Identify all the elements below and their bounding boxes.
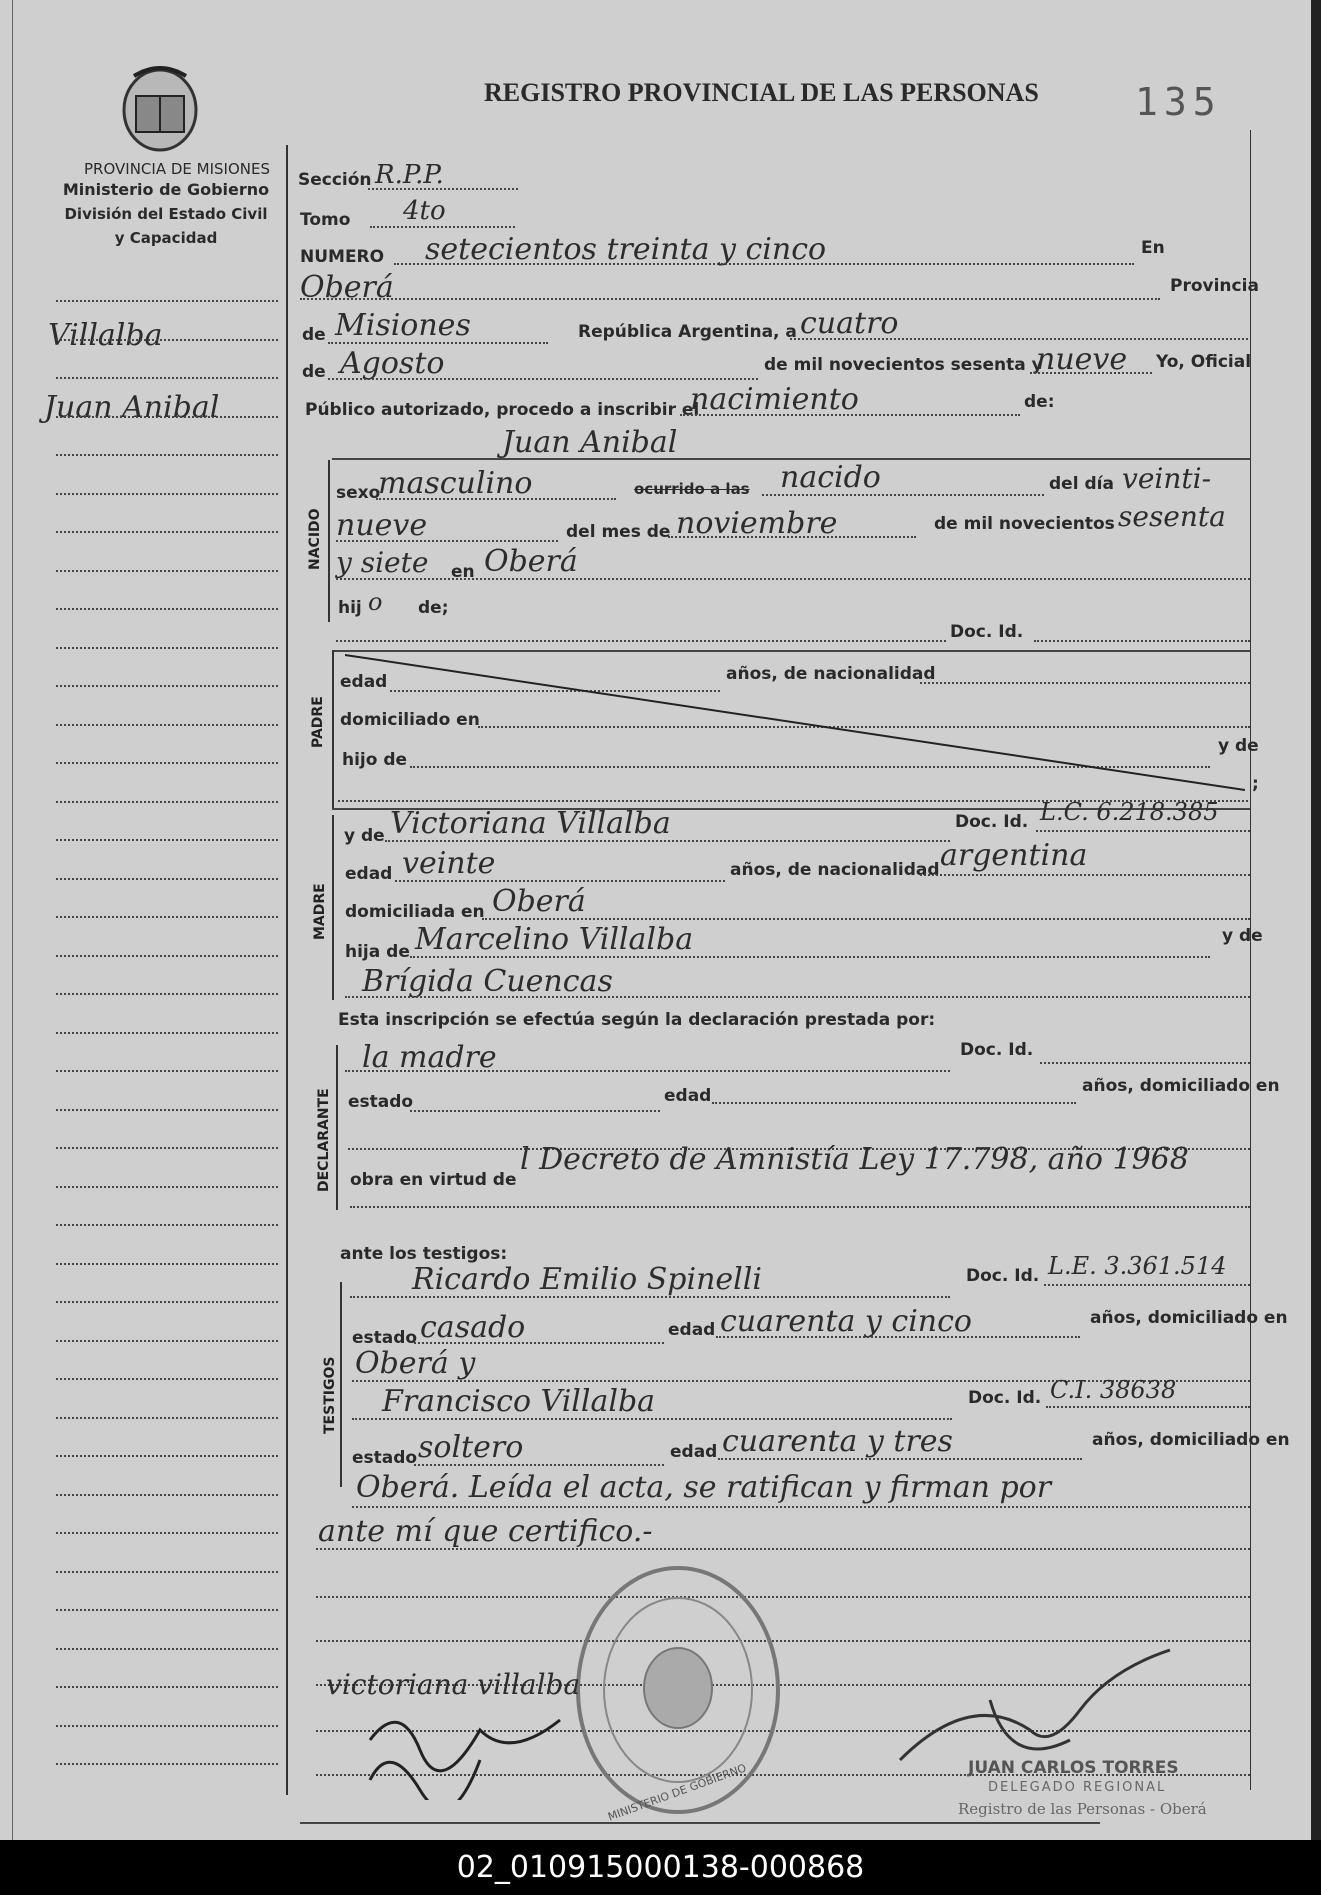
margin-rule: [56, 1263, 278, 1265]
margin-rule: [56, 416, 278, 418]
testigo2-name: Francisco Villalba: [382, 1384, 656, 1419]
padre-hijo-label: hijo de: [342, 750, 408, 770]
testigo1-estado-label: estado: [352, 1328, 418, 1348]
margin-rule: [56, 1648, 278, 1650]
de-label: de: [302, 325, 326, 345]
dia-value-1: veinti-: [1122, 462, 1212, 495]
testigo2-edad-label: edad: [670, 1442, 718, 1462]
issuer-line-2: Ministerio de Gobierno: [62, 180, 270, 199]
sexo-label: sexo: [336, 483, 381, 503]
de-label-2: de: [302, 362, 326, 382]
madre-y-de-label: y de: [344, 826, 385, 846]
publico-label: Público autorizado, procedo a inscribir el: [305, 400, 700, 420]
obra-label: obra en virtud de: [350, 1170, 517, 1190]
place-value: Oberá: [300, 270, 394, 305]
margin-rule: [56, 1532, 278, 1534]
madre-doc-label: Doc. Id.: [955, 812, 1029, 832]
month-value: Agosto: [340, 346, 445, 381]
binding-edge: [12, 0, 13, 1840]
republica-label: República Argentina, a: [578, 322, 797, 342]
margin-rule: [56, 839, 278, 841]
madre-name: Victoriana Villalba: [390, 806, 671, 841]
dia-value-2: nueve: [336, 508, 428, 543]
margin-rule: [56, 608, 278, 610]
margin-rule: [56, 1609, 278, 1611]
madre-edad-label: edad: [345, 864, 393, 884]
padre-semicolon: ;: [1252, 774, 1259, 794]
issuer-line-4: y Capacidad: [114, 229, 218, 247]
margin-rule: [56, 801, 278, 803]
margin-rule: [56, 1340, 278, 1342]
padre-y-de: y de: [1218, 736, 1259, 756]
hijo-label: hij: [338, 598, 362, 618]
obra-value: l Decreto de Amnistía Ley 17.798, año 1968: [520, 1142, 1189, 1177]
declarante-who: la madre: [362, 1040, 497, 1075]
nacido-doc-label: Doc. Id.: [950, 622, 1024, 642]
margin-rule: [56, 1494, 278, 1496]
declarante-section-label: DECLARANTE: [316, 1088, 332, 1192]
official-title: DELEGADO REGIONAL: [988, 1780, 1167, 1795]
margin-rule: [56, 1109, 278, 1111]
margin-rule: [56, 724, 278, 726]
declarante-estado-label: estado: [348, 1092, 414, 1112]
provincia-label: Provincia: [1170, 276, 1259, 296]
margin-rule: [56, 955, 278, 957]
testigos-section-label: TESTIGOS: [322, 1356, 338, 1434]
margin-rule: [56, 1301, 278, 1303]
testigo1-name: Ricardo Emilio Spinelli: [412, 1262, 762, 1297]
closing-line-1: Oberá. Leída el acta, se ratifican y firman por: [356, 1470, 1052, 1505]
margin-rule: [56, 1763, 278, 1765]
padre-edad-label: edad: [340, 672, 388, 692]
nacido-section-label: NACIDO: [307, 508, 323, 570]
margin-surname: Villalba: [48, 318, 163, 353]
document-title: REGISTRO PROVINCIAL DE LAS PERSONAS: [484, 78, 1039, 107]
mes-label: del mes de: [566, 522, 671, 542]
seccion-label: Sección: [298, 170, 372, 190]
declarante-edad-label: edad: [664, 1086, 712, 1106]
margin-rule: [56, 1417, 278, 1419]
margin-rule: [56, 1455, 278, 1457]
ocurrido-value: nacido: [780, 460, 881, 495]
nacido-name: Juan Anibal: [502, 425, 678, 460]
madre-edad-value: veinte: [402, 846, 496, 881]
testigo2-estado-value: soltero: [418, 1430, 524, 1465]
madre-madre-value: Brígida Cuencas: [362, 964, 613, 999]
margin-rule: [56, 1032, 278, 1034]
madre-dom-label: domiciliada en: [345, 902, 485, 922]
folio-number: 135: [1135, 80, 1222, 124]
margin-rule: [56, 570, 278, 572]
margin-rule: [56, 762, 278, 764]
lugar-value: Oberá: [484, 544, 578, 579]
province-value: Misiones: [335, 308, 471, 343]
en-label: En: [1141, 238, 1165, 258]
anio-value-1: sesenta: [1118, 500, 1226, 533]
sexo-value: masculino: [378, 466, 533, 501]
padre-section-label: PADRE: [310, 696, 326, 748]
testigo1-doc-value: L.E. 3.361.514: [1048, 1252, 1227, 1280]
ocurrido-label: ocurrido a las: [634, 480, 750, 498]
day-value: cuatro: [800, 306, 899, 341]
declarante-intro: Esta inscripción se efectúa según la declaración prestada por:: [338, 1010, 936, 1030]
de2-label: de:: [1024, 392, 1055, 412]
madre-doc-value: L.C. 6.218.385: [1040, 798, 1219, 826]
coat-of-arms-icon: [114, 62, 206, 154]
margin-rule: [56, 1571, 278, 1573]
testigo1-doc-label: Doc. Id.: [966, 1266, 1040, 1286]
margin-rule: [56, 1378, 278, 1380]
testigo1-dom-value: Oberá y: [355, 1346, 476, 1381]
madre-hija-label: hija de: [345, 942, 410, 962]
official-seal-icon: [568, 1560, 788, 1820]
testigo2-doc-label: Doc. Id.: [968, 1388, 1042, 1408]
margin-rule: [56, 1725, 278, 1727]
seccion-value: R.P.P.: [375, 160, 444, 190]
margin-rule: [56, 1147, 278, 1149]
issuer-line-1: PROVINCIA DE MISIONES: [84, 160, 270, 178]
testigo2-doc-value: C.I. 38638: [1050, 1376, 1177, 1404]
testigo2-estado-label: estado: [352, 1448, 418, 1468]
testigo1-edad-value: cuarenta y cinco: [720, 1304, 972, 1339]
numero-value: setecientos treinta y cinco: [425, 232, 827, 267]
footer-id: 02_010915000138-000868: [0, 1840, 1321, 1895]
del-dia-label: del día: [1049, 474, 1114, 494]
official-office: Registro de las Personas - Oberá: [958, 1800, 1207, 1818]
padre-cancel-stroke: [345, 650, 1245, 795]
margin-rule: [56, 377, 278, 379]
margin-rule: [56, 647, 278, 649]
margin-rule: [56, 454, 278, 456]
anio-label: de mil novecientos: [934, 514, 1115, 534]
mes-value: noviembre: [676, 506, 838, 541]
margin-rule: [56, 1224, 278, 1226]
oficial-label: Yo, Oficial: [1156, 352, 1252, 372]
seal-text: MINISTERIO DE GOBIERNO: [606, 1761, 749, 1824]
testigos-intro: ante los testigos:: [340, 1244, 508, 1264]
en-label: en: [451, 562, 475, 582]
madre-nac-label: años, de nacionalidad: [730, 860, 940, 880]
official-signature-icon: [890, 1640, 1190, 1770]
margin-rule: [56, 878, 278, 880]
margin-rule: [56, 993, 278, 995]
margin-rule: [56, 493, 278, 495]
year-label: de mil novecientos sesenta y: [764, 355, 1043, 375]
madre-section-label: MADRE: [312, 883, 328, 940]
tomo-value: 4to: [403, 196, 446, 226]
nacido-bracket: [328, 460, 330, 622]
right-frame-line: [1250, 130, 1251, 1790]
padre-dom-label: domiciliado en: [340, 710, 480, 730]
issuer-line-3: División del Estado Civil: [64, 205, 268, 223]
margin-rule: [56, 685, 278, 687]
declarante-dom-label: años, domiciliado en: [1082, 1076, 1280, 1096]
testigo2-dom-label: años, domiciliado en: [1092, 1430, 1290, 1450]
margin-rule: [56, 1186, 278, 1188]
de-hijo-label: de;: [418, 598, 449, 618]
margin-rule: [56, 1070, 278, 1072]
official-name: JUAN CARLOS TORRES: [968, 1758, 1179, 1778]
margin-rule: [56, 916, 278, 918]
margin-rule: [56, 339, 278, 341]
madre-dom-value: Oberá: [492, 884, 586, 919]
tomo-label: Tomo: [300, 210, 351, 230]
signature-declarante: victoriana villalba: [326, 1668, 581, 1701]
testigo2-edad-value: cuarenta y tres: [722, 1424, 953, 1459]
closing-line-2: ante mí que certifico.-: [318, 1514, 653, 1549]
year-value: nueve: [1036, 342, 1128, 377]
hijo-value: o: [368, 588, 383, 616]
testigo1-edad-label: edad: [668, 1320, 716, 1340]
madre-y-de: y de: [1222, 926, 1263, 946]
anio-value-2: y siete: [336, 546, 429, 579]
testigo1-estado-value: casado: [420, 1310, 526, 1345]
margin-rule: [56, 300, 278, 302]
left-frame-line: [286, 145, 288, 1795]
margin-rule: [56, 531, 278, 533]
madre-nac-value: argentina: [940, 838, 1088, 873]
padre-nac-label: años, de nacionalidad: [726, 664, 936, 684]
testigo1-dom-label: años, domiciliado en: [1090, 1308, 1288, 1328]
margin-given-names: Juan Anibal: [44, 390, 220, 425]
madre-padre-value: Marcelino Villalba: [415, 922, 694, 957]
numero-label: NUMERO: [300, 247, 385, 267]
declarante-doc-label: Doc. Id.: [960, 1040, 1034, 1060]
act-type-value: nacimiento: [690, 382, 859, 417]
margin-rule: [56, 1686, 278, 1688]
witness-signatures-icon: [360, 1700, 580, 1800]
